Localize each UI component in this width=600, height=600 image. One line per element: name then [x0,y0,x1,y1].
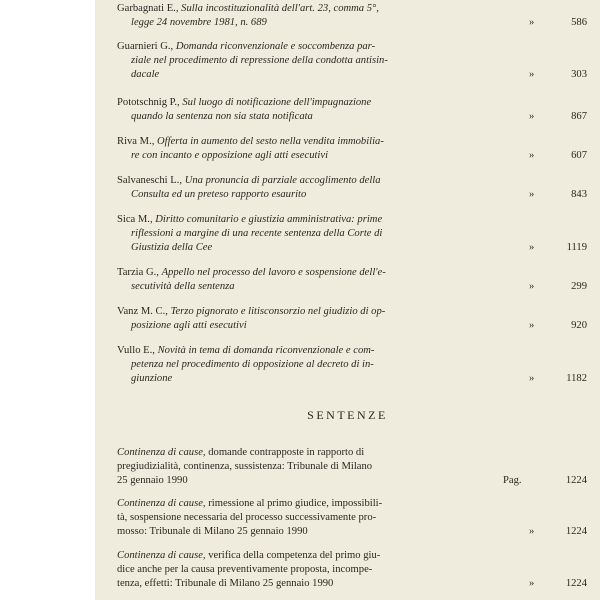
entry-line: rimessione al primo giudice, impossibili- [205,498,383,509]
entry-title-line: Consulta ed un preteso rapporto esaurito [131,189,307,200]
entry-page-ref [497,68,587,82]
index-entry [117,2,587,30]
entry-text [117,40,427,82]
section-title: SENTENZE [307,408,388,422]
page-number: 1224 [565,526,587,537]
entry-title-line: Sulla incostituzionalità dell'art. 23, comma 5°, [181,3,379,14]
entry-title-line: Terzo pignorato e litisconsorzio nel giudizio di op- [170,306,386,317]
case-topic: Continenza di cause, [117,447,206,458]
entry-page-ref [497,577,587,591]
ditto-marker: » [529,242,535,253]
entry-text [117,344,427,386]
entry-text [117,96,427,124]
entry-page-ref [497,110,587,124]
entry-line: pregiudizialità, continenza, sussistenza: Tribunale di Milano [117,461,373,472]
entry-title-line: Appello nel processo del lavoro e sospensione dell'e- [161,267,386,278]
ditto-marker: » [529,189,535,200]
ditto-marker: » [529,69,535,80]
entry-author: Sica M., [117,214,153,225]
entry-title-line: Sul luogo di notificazione dell'impugnazione [182,97,372,108]
page-number: 1119 [566,242,587,253]
entry-page-ref [497,319,587,333]
page-number: 920 [571,320,587,331]
index-entry [117,344,587,386]
ditto-marker: » [529,281,535,292]
index-entry [117,96,587,124]
index-page [95,0,600,600]
entry-line: dice anche per la causa preventivamente proposta, incompe- [117,564,373,575]
page-number: 586 [571,17,587,28]
entry-title-line: petenza nel procedimento di opposizione al decreto di in- [131,359,374,370]
index-entry [117,135,587,163]
ditto-marker: » [529,578,535,589]
entry-page-ref [497,188,587,202]
entry-text [117,174,427,202]
ditto-marker: » [529,111,535,122]
entry-title-line: Novità in tema di domanda riconvenzionale e com- [157,345,375,356]
entry-page-ref [497,280,587,294]
index-entry [117,213,587,255]
entry-author: Garbagnati E., [117,3,179,14]
page-number: 1182 [566,373,587,384]
ditto-marker: » [529,17,535,28]
entry-page-ref [497,149,587,163]
entry-author: Salvaneschi L., [117,175,183,186]
entry-text [117,135,427,163]
sentenza-entry [117,446,587,488]
page-number: 299 [571,281,587,292]
page-number: 607 [571,150,587,161]
entry-page-ref [497,241,587,255]
entry-line: tenza, effetti: Tribunale di Milano 25 gennaio 1990 [117,578,334,589]
ditto-marker: » [529,526,535,537]
entry-page-ref [497,16,587,30]
entry-title-line: Offerta in aumento del sesto nella vendita immobilia- [157,136,384,147]
page-number: 1224 [565,475,587,486]
entry-title-line: re con incanto e opposizione agli atti esecutivi [131,150,329,161]
index-entry [117,305,587,333]
page-number: 303 [571,69,587,80]
ditto-marker: » [529,373,535,384]
entry-title-line: posizione agli atti esecutivi [131,320,247,331]
entry-title-line: legge 24 novembre 1981, n. 689 [131,17,267,28]
index-entry [117,40,587,82]
entry-author: Vullo E., [117,345,155,356]
entry-text [117,549,517,591]
entry-page-ref [497,372,587,386]
entry-author: Tarzia G., [117,267,159,278]
page-prefix: Pag. [503,475,522,486]
entry-author: Guarnieri G., [117,41,174,52]
entry-title-line: dacale [131,69,160,80]
entry-text [117,266,427,294]
entry-text [117,305,427,333]
entry-line: mosso: Tribunale di Milano 25 gennaio 1990 [117,526,308,537]
entry-page-ref [497,525,587,539]
entry-page-ref [497,474,587,488]
entry-line: tà, sospensione necessaria del processo successivamente pro- [117,512,377,523]
case-topic: Continenza di cause, [117,498,206,509]
entry-title-line: giunzione [131,373,173,384]
entry-author: Riva M., [117,136,155,147]
entry-line: verifica della competenza del primo giu- [205,550,381,561]
entry-title-line: Domanda riconvenzionale e soccombenza par- [175,41,376,52]
sentenza-entry [117,549,587,591]
page-number: 843 [571,189,587,200]
entry-text [117,213,427,255]
entry-title-line: riflessioni a margine di una recente sentenza della Corte di [131,228,383,239]
entry-author: Pototschnig P., [117,97,180,108]
entry-title-line: secutività della sentenza [131,281,235,292]
entry-title-line: quando la sentenza non sia stata notificata [131,111,313,122]
sentenza-entry [117,497,587,539]
index-entry [117,266,587,294]
ditto-marker: » [529,150,535,161]
page-number: 1224 [565,578,587,589]
page-number: 867 [571,111,587,122]
entry-title-line: Giustizia della Cee [131,242,213,253]
entry-title-line: Diritto comunitario e giustizia amministrativa: prime [155,214,383,225]
entry-line: 25 gennaio 1990 [117,475,188,486]
entry-line: domande contrapposte in rapporto di [205,447,365,458]
entry-text [117,497,517,539]
case-topic: Continenza di cause, [117,550,206,561]
entry-title-line: ziale nel procedimento di repressione della condotta antisin- [131,55,388,66]
index-entry [117,174,587,202]
entry-text [117,446,517,488]
entry-title-line: Una pronuncia di parziale accoglimento della [184,175,381,186]
entry-author: Vanz M. C., [117,306,168,317]
ditto-marker: » [529,320,535,331]
entry-text [117,2,427,30]
